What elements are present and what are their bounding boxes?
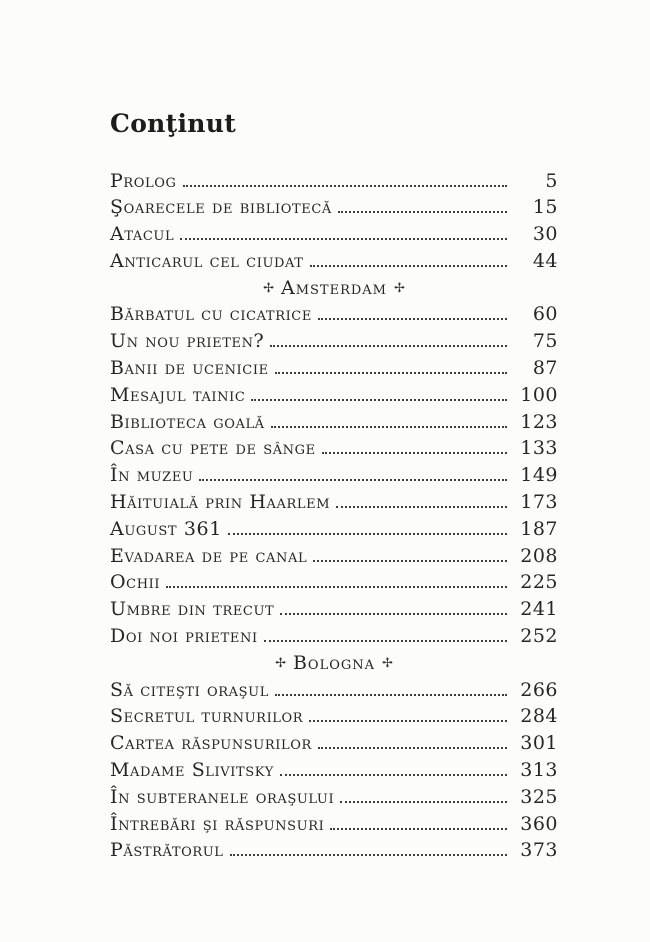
toc-section-header (110, 275, 558, 302)
page-number: 225 (520, 571, 558, 594)
toc-entry (110, 194, 558, 221)
toc-entry (110, 355, 558, 382)
chapter-title: Doi noi prieteni (110, 625, 258, 648)
dot-leader (180, 238, 507, 240)
page-number: 173 (520, 491, 558, 514)
toc-entry (110, 382, 558, 409)
dot-leader (340, 801, 507, 803)
dot-leader (166, 586, 507, 588)
chapter-title: Evadarea de pe canal (110, 544, 308, 567)
toc-entry (110, 221, 558, 248)
toc-entry (110, 569, 558, 596)
chapter-title: Atacul (110, 223, 175, 246)
page-number: 252 (520, 625, 558, 648)
dot-leader (275, 372, 507, 374)
dot-leader (322, 452, 507, 454)
chapter-title: Să citeşti oraşul (110, 678, 269, 701)
chapter-title: Prolog (110, 169, 177, 192)
chapter-title: Madame Slivitsky (110, 759, 274, 782)
table-of-contents (110, 168, 558, 865)
page-number: 123 (520, 410, 558, 433)
page-number: 75 (532, 330, 558, 353)
page-number: 241 (520, 598, 558, 621)
dot-leader (310, 265, 507, 267)
dot-leader (318, 747, 507, 749)
chapter-title: Cartea răspunsurilor (110, 732, 312, 755)
chapter-title: În subteranele oraşului (110, 785, 335, 808)
chapter-title: Anticarul cel ciudat (110, 249, 304, 272)
chapter-title: Şoarecele de bibliotecă (110, 196, 332, 219)
page-number: 15 (532, 196, 558, 219)
dot-leader (318, 318, 507, 320)
dot-leader (199, 479, 507, 481)
dot-leader (330, 828, 507, 830)
toc-entry (110, 248, 558, 275)
page-number: 325 (520, 785, 558, 808)
toc-entry (110, 168, 558, 195)
chapter-title: Umbre din trecut (110, 598, 275, 621)
toc-entry (110, 837, 558, 864)
toc-entry (110, 489, 558, 516)
chapter-title: Întrebări şi răspunsuri (110, 812, 325, 835)
page-number: 60 (532, 303, 558, 326)
chapter-title: Un nou prieten? (110, 330, 265, 353)
toc-entry (110, 301, 558, 328)
toc-entry (110, 596, 558, 623)
section-title: Amsterdam (280, 276, 387, 299)
toc-entry (110, 623, 558, 650)
page-number: 44 (532, 249, 558, 272)
fleuron-icon: ✢ (275, 655, 286, 671)
toc-entry (110, 757, 558, 784)
fleuron-icon: ✢ (394, 280, 405, 296)
page-number: 30 (532, 223, 558, 246)
chapter-title: Secretul turnurilor (110, 705, 304, 728)
dot-leader (280, 613, 507, 615)
toc-section-header (110, 650, 558, 677)
dot-leader (280, 774, 507, 776)
chapter-title: Mesajul tainic (110, 383, 246, 406)
toc-entry (110, 516, 558, 543)
chapter-title: Păstrătorul (110, 839, 224, 862)
page-number: 133 (520, 437, 558, 460)
chapter-title: Hăituială prin Haarlem (110, 491, 331, 514)
fleuron-icon: ✢ (382, 655, 393, 671)
dot-leader (264, 640, 507, 642)
dot-leader (183, 185, 507, 187)
page-number: 284 (520, 705, 558, 728)
toc-entry (110, 462, 558, 489)
toc-entry (110, 784, 558, 811)
page-title: Conţinut (110, 109, 237, 138)
toc-entry (110, 409, 558, 436)
chapter-title: August 361 (110, 517, 222, 540)
dot-leader (251, 399, 507, 401)
toc-entry (110, 811, 558, 838)
dot-leader (275, 694, 507, 696)
dot-leader (338, 211, 507, 213)
toc-entry (110, 730, 558, 757)
page-number: 87 (532, 357, 558, 380)
chapter-title: Banii de ucenicie (110, 357, 269, 380)
chapter-title: În muzeu (110, 464, 194, 487)
toc-entry (110, 703, 558, 730)
dot-leader (313, 560, 507, 562)
page-number: 5 (545, 169, 558, 192)
page-number: 266 (520, 678, 558, 701)
fleuron-icon: ✢ (263, 280, 274, 296)
page-number: 208 (520, 544, 558, 567)
page-number: 373 (520, 839, 558, 862)
section-title: Bologna (292, 651, 376, 674)
chapter-title: Bărbatul cu cicatrice (110, 303, 312, 326)
page-number: 313 (520, 759, 558, 782)
toc-entry (110, 677, 558, 704)
toc-entry (110, 543, 558, 570)
toc-entry (110, 435, 558, 462)
dot-leader (271, 426, 507, 428)
dot-leader (228, 533, 507, 535)
dot-leader (309, 720, 507, 722)
page-number: 187 (520, 517, 558, 540)
chapter-title: Biblioteca goală (110, 410, 265, 433)
page-number: 149 (520, 464, 558, 487)
dot-leader (230, 854, 507, 856)
page-number: 100 (520, 383, 558, 406)
page-number: 301 (520, 732, 558, 755)
toc-entry (110, 328, 558, 355)
chapter-title: Ochii (110, 571, 161, 594)
dot-leader (336, 506, 507, 508)
dot-leader (270, 345, 507, 347)
page-number: 360 (520, 812, 558, 835)
chapter-title: Casa cu pete de sânge (110, 437, 316, 460)
